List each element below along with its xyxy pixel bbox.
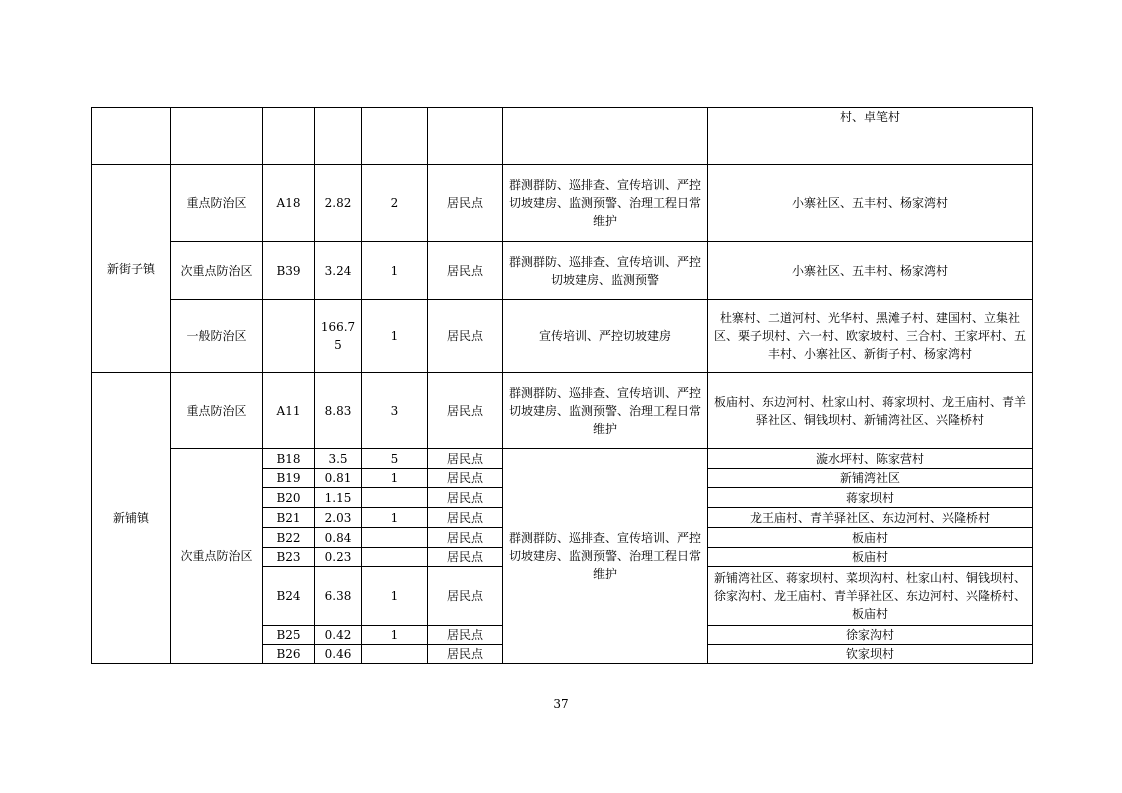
- target-cell: 居民点: [428, 626, 503, 645]
- target-cell: 居民点: [428, 300, 503, 373]
- code-cell: B21: [263, 508, 315, 528]
- prevention-zone-table: [91, 107, 1033, 664]
- zone-cell: 次重点防治区: [171, 449, 263, 664]
- table-row: [92, 300, 1033, 373]
- target-cell: 居民点: [428, 567, 503, 626]
- code-cell: B20: [263, 488, 315, 508]
- area-cell: 0.42: [315, 626, 362, 645]
- table-row: [92, 242, 1033, 300]
- count-cell: 1: [362, 242, 428, 300]
- target-cell: 居民点: [428, 488, 503, 508]
- measures-cell: 群测群防、巡排查、宣传培训、严控切坡建房、监测预警: [503, 242, 708, 300]
- area-cell: 8.83: [315, 373, 362, 449]
- table-row: [92, 373, 1033, 449]
- area-cell: 0.23: [315, 548, 362, 567]
- area-cell: 0.81: [315, 469, 362, 488]
- villages-cell: 钦家坝村: [708, 645, 1033, 664]
- villages-cell: 杜寨村、二道河村、光华村、黑滩子村、建国村、立集社区、栗子坝村、六一村、欧家坡村、三合村、王家坪村、五丰村、小寨社区、新街子村、杨家湾村: [708, 300, 1033, 373]
- count-cell: [362, 488, 428, 508]
- villages-cell: 板庙村: [708, 528, 1033, 548]
- target-cell: 居民点: [428, 469, 503, 488]
- villages-cell: 小寨社区、五丰村、杨家湾村: [708, 242, 1033, 300]
- table-row: [92, 165, 1033, 242]
- zone-cell: 重点防治区: [171, 165, 263, 242]
- area-cell: 6.38: [315, 567, 362, 626]
- measures-cell: 群测群防、巡排查、宣传培训、严控切坡建房、监测预警、治理工程日常维护: [503, 449, 708, 664]
- measures-cell: 宣传培训、严控切坡建房: [503, 300, 708, 373]
- area-cell: 2.03: [315, 508, 362, 528]
- villages-cell: 板庙村: [708, 548, 1033, 567]
- code-cell: B26: [263, 645, 315, 664]
- area-cell: 1.15: [315, 488, 362, 508]
- town-cell: 新铺镇: [92, 373, 171, 664]
- villages-cell: 新铺湾社区: [708, 469, 1033, 488]
- area-cell: 166.75: [315, 300, 362, 373]
- zone-cell: 重点防治区: [171, 373, 263, 449]
- area-cell: 2.82: [315, 165, 362, 242]
- villages-cell: 龙王庙村、青羊驿社区、东边河村、兴隆桥村: [708, 508, 1033, 528]
- count-cell: 1: [362, 508, 428, 528]
- villages-cell: 徐家沟村: [708, 626, 1033, 645]
- villages-cell: 蒋家坝村: [708, 488, 1033, 508]
- target-cell: 居民点: [428, 528, 503, 548]
- area-cell: 0.46: [315, 645, 362, 664]
- zone-cell: 一般防治区: [171, 300, 263, 373]
- town-cell: 新街子镇: [92, 165, 171, 373]
- code-cell: B39: [263, 242, 315, 300]
- villages-cell: 小寨社区、五丰村、杨家湾村: [708, 165, 1033, 242]
- code-cell: B18: [263, 449, 315, 469]
- count-cell: 1: [362, 567, 428, 626]
- villages-cell: 村、卓笔村: [708, 108, 1033, 165]
- code-cell: B24: [263, 567, 315, 626]
- count-cell: [362, 548, 428, 567]
- area-cell: 3.24: [315, 242, 362, 300]
- area-cell: 0.84: [315, 528, 362, 548]
- table-row: [92, 449, 1033, 469]
- count-cell: 1: [362, 469, 428, 488]
- count-cell: 2: [362, 165, 428, 242]
- code-cell: B23: [263, 548, 315, 567]
- code-cell: [263, 300, 315, 373]
- count-cell: 1: [362, 626, 428, 645]
- count-cell: 1: [362, 300, 428, 373]
- continuation-row: [92, 108, 1033, 165]
- target-cell: 居民点: [428, 645, 503, 664]
- count-cell: 5: [362, 449, 428, 469]
- target-cell: 居民点: [428, 373, 503, 449]
- area-cell: 3.5: [315, 449, 362, 469]
- measures-cell: 群测群防、巡排查、宣传培训、严控切坡建房、监测预警、治理工程日常维护: [503, 165, 708, 242]
- code-cell: A18: [263, 165, 315, 242]
- villages-cell: 漩水坪村、陈家营村: [708, 449, 1033, 469]
- code-cell: B25: [263, 626, 315, 645]
- code-cell: A11: [263, 373, 315, 449]
- villages-cell: 板庙村、东边河村、杜家山村、蒋家坝村、龙王庙村、青羊驿社区、铜钱坝村、新铺湾社区、兴隆桥村: [708, 373, 1033, 449]
- count-cell: 3: [362, 373, 428, 449]
- villages-cell: 新铺湾社区、蒋家坝村、菜坝沟村、杜家山村、铜钱坝村、徐家沟村、龙王庙村、青羊驿社区、东边河村、兴隆桥村、板庙村: [708, 567, 1033, 626]
- measures-cell: 群测群防、巡排查、宣传培训、严控切坡建房、监测预警、治理工程日常维护: [503, 373, 708, 449]
- target-cell: 居民点: [428, 508, 503, 528]
- zone-cell: 次重点防治区: [171, 242, 263, 300]
- page-number: 37: [553, 697, 569, 711]
- target-cell: 居民点: [428, 449, 503, 469]
- count-cell: [362, 528, 428, 548]
- code-cell: B19: [263, 469, 315, 488]
- target-cell: 居民点: [428, 548, 503, 567]
- code-cell: B22: [263, 528, 315, 548]
- target-cell: 居民点: [428, 165, 503, 242]
- count-cell: [362, 645, 428, 664]
- target-cell: 居民点: [428, 242, 503, 300]
